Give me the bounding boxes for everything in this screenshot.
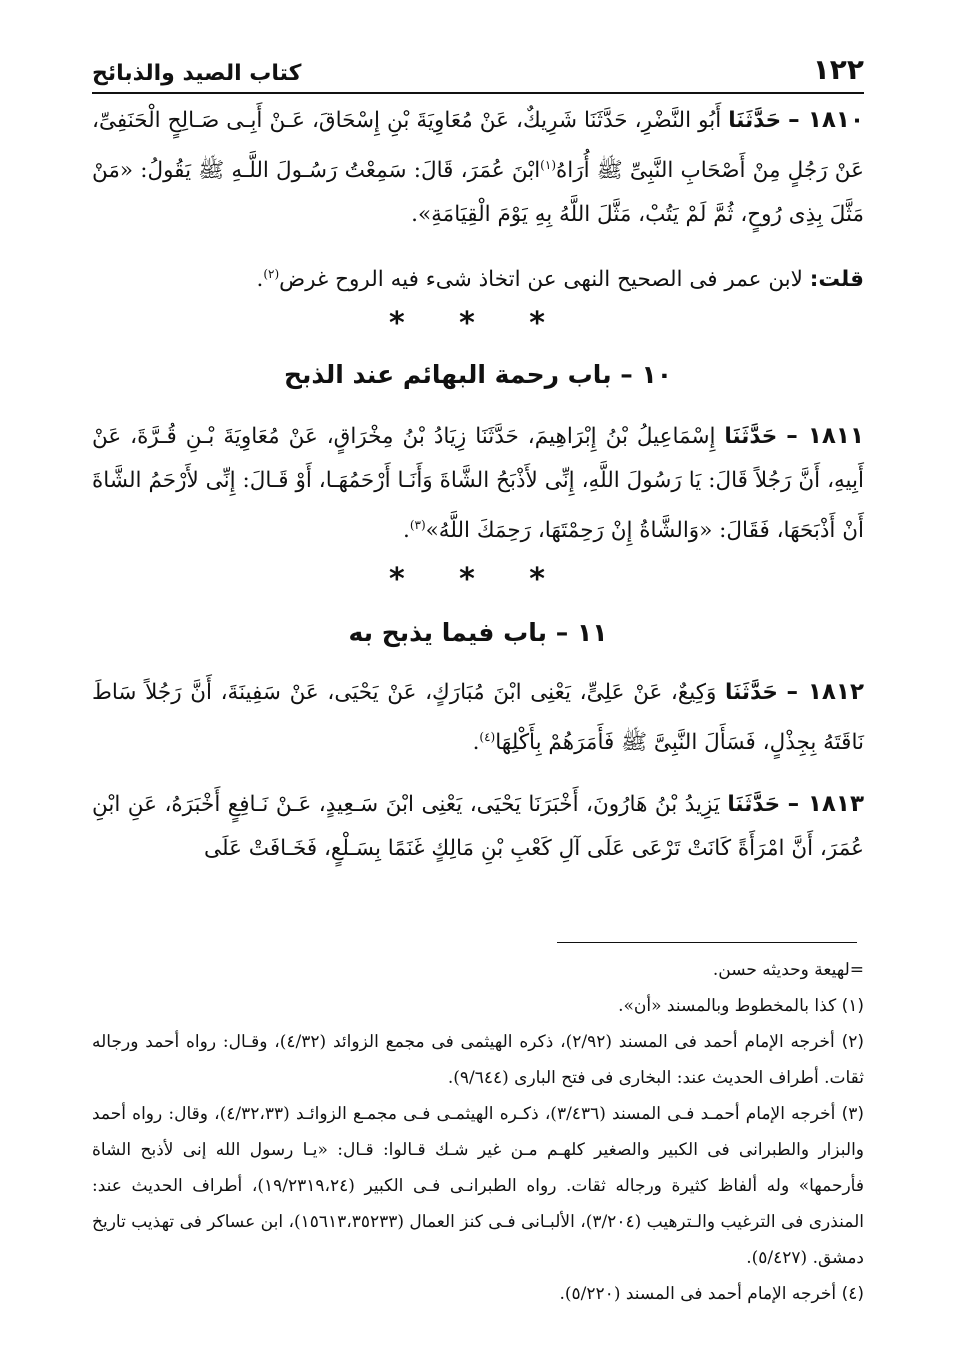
hadith-lead: حَدَّثَنَا: [728, 108, 782, 133]
footnote-continuation: =لهيعة وحديثه حسن.: [712, 960, 864, 980]
comment-text: لابن عمر فى الصحيح النهى عن اتخاذ شىء فيه الروح غرض: [279, 267, 803, 293]
hadith-number: ١٨١٠ –: [788, 107, 864, 133]
footnote-ref: (٢): [263, 267, 280, 281]
footnote-label: (٣): [841, 1104, 864, 1124]
hadith-text: إِسْمَاعِيلُ بْنُ إِبْرَاهِيمَ، حَدَّثَنَا زِيَادُ بْنُ مِخْرَاقٍ، عَنْ مُعَاوِيَةَ بْـنِ قُـرَّةَ، عَنْ أَبِيهِ، أَنَّ رَجُلاً قَالَ: يَا رَسُولَ اللَّهِ، إِنِّى لأَذْبَحُ الشَّاةَ وَأَنَـا أَرْحَمُهَـا، أَوْ قَـالَ: إِنِّى لأَرْحَمُ الشَّاةَ أَنْ أَذْبَحَهَا، فَقَالَ: «وَالشَّاةُ إِنْ رَحِمْتَهَا، رَحِمَكَ اللَّهُ»: [92, 424, 864, 544]
hadith-1812: [92, 670, 864, 765]
footnote-text: أخرجه الإمام أحمد فى المسند (٢/٩٢)، ذكره الهيثمى فى مجمع الزوائد (٤/٣٢)، وقـال: رواه أحمد ورجاله ثقات. أطراف الحديث عند: البخارى فى فتح البارى (٩/٦٤٤).: [92, 1032, 864, 1088]
footnote-ref: (١): [540, 158, 556, 172]
page-number: ١٢٢: [812, 53, 864, 86]
hadith-lead: حَدَّثَنَا: [727, 792, 781, 817]
running-title: كتاب الصيد والذبائح: [92, 61, 302, 86]
footnote-text: أخرجه الإمام أحمد فى المسند (٥/٢٢٠).: [559, 1284, 837, 1304]
footnote-divider: [557, 942, 857, 943]
chapter-heading-10: ١٠ – باب رحمة البهائم عند الذبح: [283, 360, 673, 389]
hadith-text: أَبُو النَّضْرِ، حَدَّثَنَا شَرِيكٌ، عَنْ مُعَاوِيَةَ بْنِ إِسْحَاقَ، عَـنْ أَبِـى صَـالِحٍ الْحَنَفِىِّ، عَنْ رَجُلٍ مِنْ أَصْحَابِ النَّبِىِّ ﷺ أُرَاهُ: [92, 108, 864, 184]
hadith-text-continued: ابْنَ عُمَرَ، قَالَ: سَمِعْتُ رَسُـولَ اللَّـهِ ﷺ يَقُولُ: «مَنْ مَثَّلَ بِذِى رُوحٍ، ثُمَّ لَمْ يَتُبْ، مَثَّلَ اللَّهُ بِهِ يَوْمَ الْقِيَامَةِ».: [92, 158, 864, 228]
footnotes: [92, 952, 864, 1312]
hadith-number: ١٨١٣ –: [787, 791, 864, 817]
footnote-text: كذا بالمخطوط وبالمسند «أن».: [618, 996, 837, 1016]
page-header: [92, 40, 864, 94]
footnote-ref: (٣): [409, 518, 426, 532]
footnote-3: [92, 1096, 864, 1276]
hadith-lead: حَدَّثَنَا: [725, 680, 778, 705]
footnote-4: [92, 1276, 864, 1312]
hadith-text: يَزِيدُ بْنُ هَارُونَ، أَخْبَرَنَا يَحْيَى، يَعْنِى ابْنَ سَـعِيدٍ، عَـنْ نَـافِعٍ أَخْبَرَهُ، عَنِ ابْنِ عُمَرَ، أَنَّ امْرَأَةً كَانَتْ تَرْعَى عَلَى آلِ كَعْبِ بْنِ مَالِكٍ غَنَمًا بِسَـلْعٍ، فَخَـافَتْ عَلَى: [92, 792, 864, 861]
footnote-1: [92, 988, 864, 1024]
hadith-1813: [92, 782, 864, 871]
hadith-1811: [92, 414, 864, 553]
hadith-1810: [92, 98, 864, 237]
footnote-2: [92, 1024, 864, 1096]
footnote-ref: (٤): [479, 730, 496, 744]
comment-label: قلت:: [809, 267, 864, 293]
hadith-number: ١٨١١ –: [786, 423, 864, 449]
hadith-end: .: [472, 730, 480, 756]
section-separator: * * *: [389, 306, 567, 341]
footnote-label: (٤): [841, 1284, 864, 1304]
footnote-label: (١): [841, 996, 864, 1016]
hadith-text: وَكِيعٌ، عَنْ عَلِىٍّ، يَعْنِى ابْنَ مُبَارَكٍ، عَنْ يَحْيَى، عَنْ سَفِينَةَ، أَنَّ رَجُلاً سَاطَ نَاقَتَهُ بِجِذْلٍ، فَسَأَلَ النَّبِىَّ ﷺ فَأَمَرَهُمْ بِأَكْلِهَا: [92, 680, 864, 756]
footnote-label: (٢): [841, 1032, 864, 1052]
hadith-number: ١٨١٢ –: [786, 679, 864, 705]
section-separator: * * *: [389, 562, 567, 597]
hadith-end: .: [402, 518, 410, 544]
footnote-text: أخرجه الإمام أحمـد فـى المسند (٣/٤٣٦)، ذكـره الهيثمـى فـى مجمـع الزوائـد (٤/٣٢،٣٣)، وقال: رواه أحمد والبزار والطبرانى فى الكبير والصغير كلهـم مـن غير شـك قـالوا: قـال: «يـا رسول الله إنى لأذبح الشاة فأرحمها» وله ألفاظ كثيرة ورجاله ثقات. رواه الطبرانـى فـى الكبير (١٩/٢٣١٩،٢٤)، أطراف الحديث عند: المنذرى فى الترغيب والـترهيب (٣/٢٠٤)، الألبـانى فـى كنز العمال (١٥٦١٣،٣٥٢٣٣)، ابن عساكر فى تهذيب تاريخ دمشق. (٥/٤٢٧).: [92, 1104, 864, 1268]
comment-end: .: [256, 267, 264, 293]
editor-comment: [92, 252, 864, 302]
chapter-heading-11: ١١ – باب فيما يذبح به: [348, 618, 608, 647]
hadith-lead: حَدَّثَنَا: [724, 424, 778, 449]
